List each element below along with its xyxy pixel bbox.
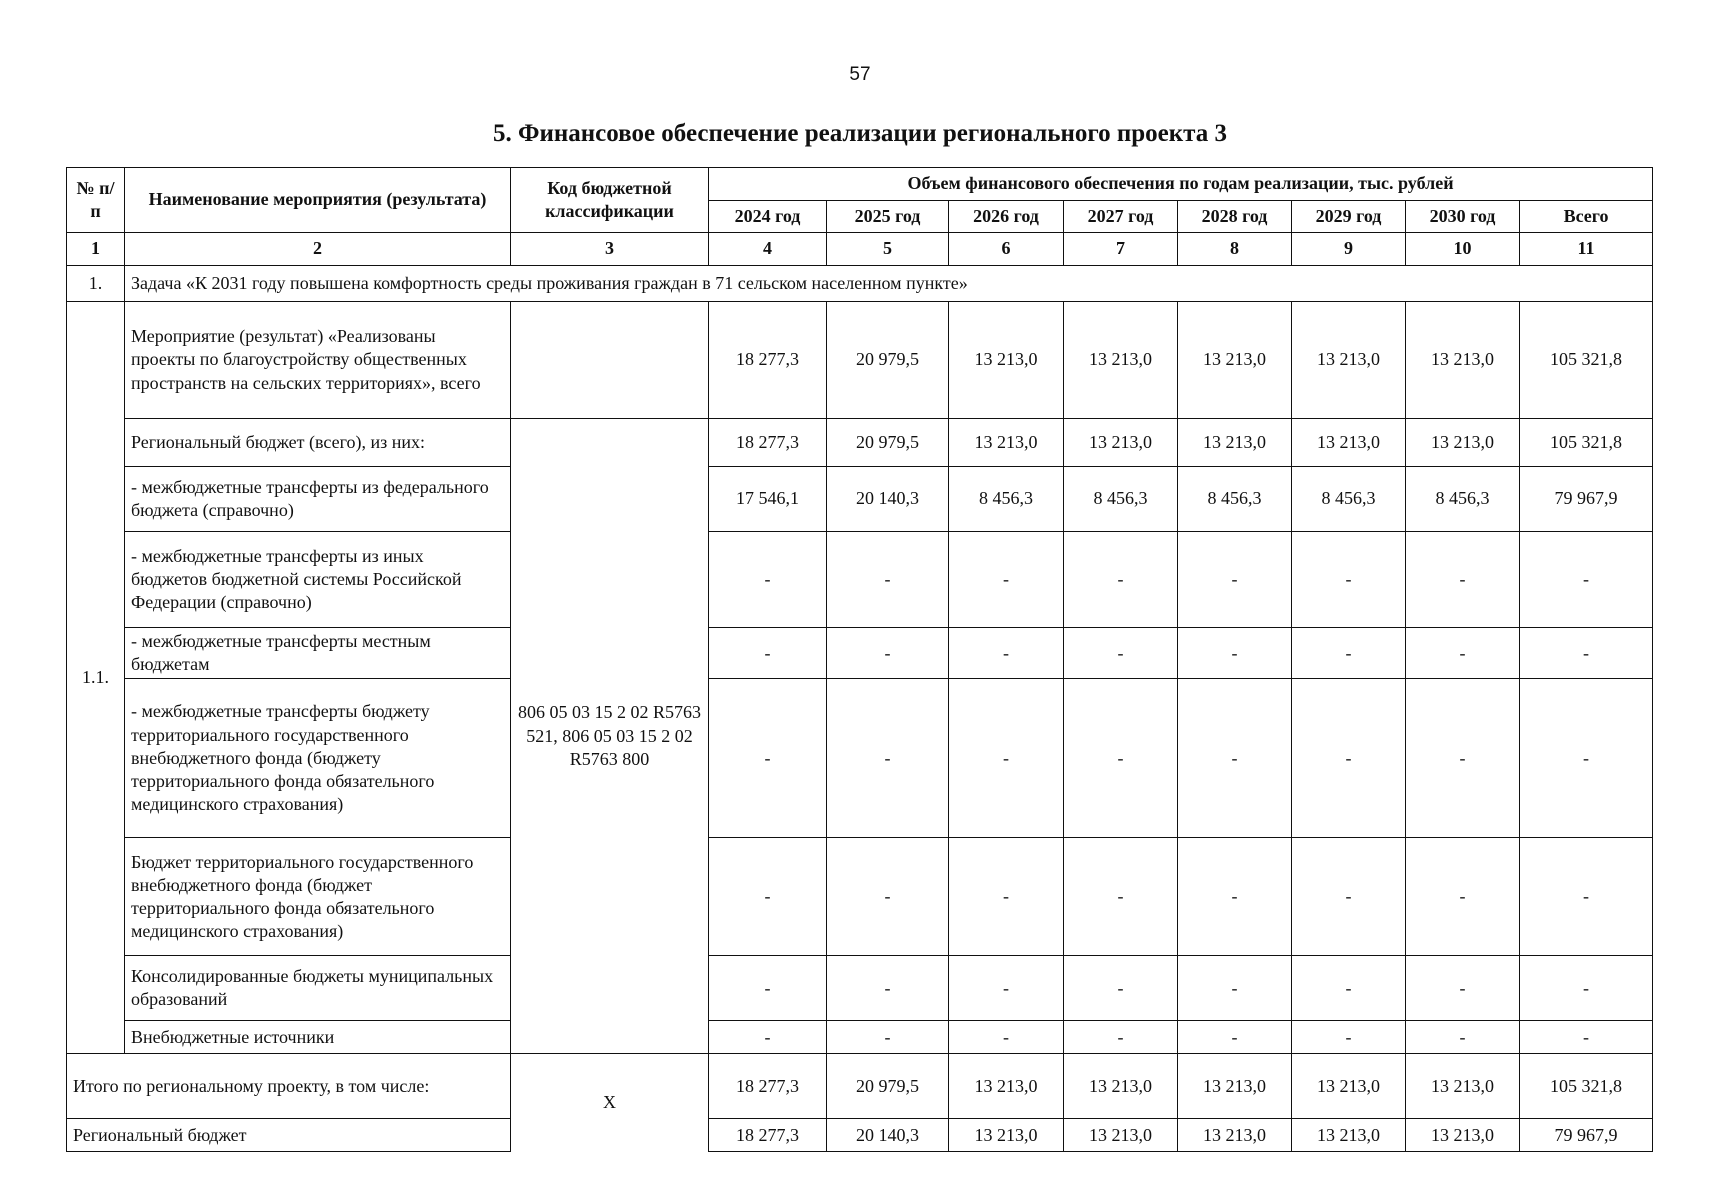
table-row bbox=[67, 1021, 1653, 1054]
value-cell: - bbox=[1178, 532, 1292, 628]
value-cell: - bbox=[1064, 628, 1178, 679]
value-cell: - bbox=[949, 532, 1064, 628]
value-cell: 8 456,3 bbox=[1178, 467, 1292, 532]
total-code-mark: Х bbox=[603, 1092, 616, 1113]
value-cell: - bbox=[1520, 956, 1653, 1021]
budget-code: 806 05 03 15 2 02 R5763 521, 806 05 03 15 2 02 R5763 800 bbox=[511, 419, 709, 1054]
value-cell: - bbox=[827, 628, 949, 679]
value-cell: 13 213,0 bbox=[1178, 419, 1292, 467]
value-cell: - bbox=[827, 679, 949, 838]
value-cell: - bbox=[709, 679, 827, 838]
row-label: Консолидированные бюджеты муниципальных образований bbox=[125, 956, 511, 1021]
header-col-name: Наименование мероприятия (результата) bbox=[125, 168, 511, 233]
value-cell: 13 213,0 bbox=[949, 1119, 1064, 1152]
value-cell: - bbox=[827, 532, 949, 628]
column-number: 10 bbox=[1406, 233, 1520, 266]
row-label: - межбюджетные трансферты из федерального бюджета (справочно) bbox=[125, 467, 511, 532]
column-number: 2 bbox=[125, 233, 511, 266]
column-number: 8 bbox=[1178, 233, 1292, 266]
column-number: 7 bbox=[1064, 233, 1178, 266]
value-cell: 20 140,3 bbox=[827, 467, 949, 532]
value-cell: 13 213,0 bbox=[1292, 1119, 1406, 1152]
value-cell: - bbox=[1178, 1021, 1292, 1054]
value-cell: 20 979,5 bbox=[827, 419, 949, 467]
total-label: Региональный бюджет bbox=[67, 1119, 511, 1152]
value-cell: 13 213,0 bbox=[1064, 419, 1178, 467]
column-number: 11 bbox=[1520, 233, 1653, 266]
header-total: Всего bbox=[1520, 201, 1653, 233]
value-cell: - bbox=[1292, 956, 1406, 1021]
row-label: - межбюджетные трансферты из иных бюджетов бюджетной системы Российской Федерации (справочно) bbox=[125, 532, 511, 628]
value-cell: 13 213,0 bbox=[1406, 1054, 1520, 1119]
row-label: - межбюджетные трансферты бюджету территориального государственного внебюджетного фонда (бюджету территориального фонда обязательного медицинского страхования) bbox=[125, 679, 511, 838]
value-cell: 20 140,3 bbox=[827, 1119, 949, 1152]
value-cell: 20 979,5 bbox=[827, 1054, 949, 1119]
section-number: 1.1. bbox=[67, 302, 125, 1054]
value-cell: - bbox=[827, 1021, 949, 1054]
value-cell: - bbox=[1406, 956, 1520, 1021]
value-cell: - bbox=[709, 532, 827, 628]
header-col-volume: Объем финансового обеспечения по годам реализации, тыс. рублей bbox=[709, 168, 1653, 201]
value-cell: - bbox=[1064, 1021, 1178, 1054]
value-cell: 8 456,3 bbox=[1064, 467, 1178, 532]
value-cell: - bbox=[949, 1021, 1064, 1054]
value-cell: 18 277,3 bbox=[709, 1054, 827, 1119]
value-cell: 18 277,3 bbox=[709, 1119, 827, 1152]
value-cell: - bbox=[1520, 532, 1653, 628]
total-row bbox=[67, 1054, 1653, 1119]
value-cell: 79 967,9 bbox=[1520, 1119, 1653, 1152]
value-cell: - bbox=[1520, 1021, 1653, 1054]
value-cell: 105 321,8 bbox=[1520, 302, 1653, 419]
header-year: 2025 год bbox=[827, 201, 949, 233]
header-year: 2030 год bbox=[1406, 201, 1520, 233]
value-cell: 13 213,0 bbox=[949, 302, 1064, 419]
value-cell: 79 967,9 bbox=[1520, 467, 1653, 532]
table-row bbox=[67, 532, 1653, 628]
row-label: Внебюджетные источники bbox=[125, 1021, 511, 1054]
value-cell: - bbox=[1178, 838, 1292, 956]
table-row bbox=[67, 679, 1653, 838]
column-number: 4 bbox=[709, 233, 827, 266]
value-cell: - bbox=[1064, 956, 1178, 1021]
value-cell: - bbox=[1178, 679, 1292, 838]
value-cell: - bbox=[949, 628, 1064, 679]
value-cell: 13 213,0 bbox=[1406, 302, 1520, 419]
row-label: Мероприятие (результат) «Реализованы проекты по благоустройству общественных пространств на сельских территориях», всего bbox=[125, 302, 511, 419]
value-cell: - bbox=[1406, 628, 1520, 679]
value-cell: - bbox=[1406, 1021, 1520, 1054]
table-row bbox=[67, 956, 1653, 1021]
value-cell: - bbox=[1064, 532, 1178, 628]
row-label: Бюджет территориального государственного внебюджетного фонда (бюджет территориального фонда обязательного медицинского страхования) bbox=[125, 838, 511, 956]
value-cell: 105 321,8 bbox=[1520, 1054, 1653, 1119]
value-cell: - bbox=[1406, 838, 1520, 956]
value-cell: - bbox=[949, 956, 1064, 1021]
value-cell: - bbox=[709, 628, 827, 679]
value-cell: 13 213,0 bbox=[1064, 1054, 1178, 1119]
value-cell: - bbox=[1520, 679, 1653, 838]
header-year: 2024 год bbox=[709, 201, 827, 233]
value-cell: 13 213,0 bbox=[1292, 419, 1406, 467]
column-number: 3 bbox=[511, 233, 709, 266]
total-label: Итого по региональному проекту, в том числе: bbox=[67, 1054, 511, 1119]
page-title: 5. Финансовое обеспечение реализации регионального проекта 3 bbox=[492, 120, 1228, 147]
value-cell: 20 979,5 bbox=[827, 302, 949, 419]
value-cell: 13 213,0 bbox=[949, 419, 1064, 467]
value-cell: 13 213,0 bbox=[1406, 419, 1520, 467]
total-row bbox=[67, 1119, 1653, 1152]
value-cell: - bbox=[949, 838, 1064, 956]
value-cell: 13 213,0 bbox=[1178, 1054, 1292, 1119]
value-cell: 13 213,0 bbox=[1178, 1119, 1292, 1152]
value-cell: - bbox=[1406, 679, 1520, 838]
value-cell: - bbox=[1064, 679, 1178, 838]
header-year: 2026 год bbox=[949, 201, 1064, 233]
value-cell: 18 277,3 bbox=[709, 302, 827, 419]
value-cell: 13 213,0 bbox=[1292, 302, 1406, 419]
value-cell: - bbox=[1064, 838, 1178, 956]
value-cell: - bbox=[1178, 628, 1292, 679]
task-number: 1. bbox=[67, 266, 125, 302]
value-cell: 13 213,0 bbox=[1064, 1119, 1178, 1152]
value-cell: - bbox=[1292, 1021, 1406, 1054]
table-row bbox=[67, 838, 1653, 956]
value-cell: - bbox=[827, 956, 949, 1021]
value-cell: 17 546,1 bbox=[709, 467, 827, 532]
table-row bbox=[67, 419, 1653, 467]
value-cell: 18 277,3 bbox=[709, 419, 827, 467]
value-cell: - bbox=[1178, 956, 1292, 1021]
value-cell: - bbox=[1292, 532, 1406, 628]
header-col-no: № п/п bbox=[67, 168, 125, 233]
header-year: 2028 год bbox=[1178, 201, 1292, 233]
page-number: 57 bbox=[849, 64, 871, 85]
header-col-code: Код бюджетной классификации bbox=[511, 168, 709, 233]
header-year: 2027 год bbox=[1064, 201, 1178, 233]
task-text: Задача «К 2031 году повышена комфортность среды проживания граждан в 71 сельском населенном пункте» bbox=[125, 266, 1653, 302]
financing-table bbox=[66, 167, 1653, 1152]
column-number: 9 bbox=[1292, 233, 1406, 266]
column-number: 6 bbox=[949, 233, 1064, 266]
header-year: 2029 год bbox=[1292, 201, 1406, 233]
value-cell: 13 213,0 bbox=[949, 1054, 1064, 1119]
value-cell: 13 213,0 bbox=[1178, 302, 1292, 419]
value-cell: - bbox=[949, 679, 1064, 838]
table-row bbox=[67, 302, 1653, 419]
value-cell: - bbox=[1520, 838, 1653, 956]
value-cell: 8 456,3 bbox=[949, 467, 1064, 532]
value-cell: - bbox=[1406, 532, 1520, 628]
code-empty-cell bbox=[511, 302, 709, 419]
value-cell: 13 213,0 bbox=[1292, 1054, 1406, 1119]
value-cell: 8 456,3 bbox=[1406, 467, 1520, 532]
value-cell: - bbox=[1292, 838, 1406, 956]
value-cell: - bbox=[709, 1021, 827, 1054]
value-cell: - bbox=[827, 838, 949, 956]
value-cell: - bbox=[1520, 628, 1653, 679]
value-cell: - bbox=[709, 838, 827, 956]
column-number: 5 bbox=[827, 233, 949, 266]
value-cell: - bbox=[709, 956, 827, 1021]
value-cell: 13 213,0 bbox=[1406, 1119, 1520, 1152]
value-cell: - bbox=[1292, 628, 1406, 679]
value-cell: 8 456,3 bbox=[1292, 467, 1406, 532]
value-cell: - bbox=[1292, 679, 1406, 838]
table-row bbox=[67, 467, 1653, 532]
row-label: Региональный бюджет (всего), из них: bbox=[125, 419, 511, 467]
column-number: 1 bbox=[67, 233, 125, 266]
row-label: - межбюджетные трансферты местным бюджетам bbox=[125, 628, 511, 679]
table-row bbox=[67, 628, 1653, 679]
value-cell: 105 321,8 bbox=[1520, 419, 1653, 467]
value-cell: 13 213,0 bbox=[1064, 302, 1178, 419]
